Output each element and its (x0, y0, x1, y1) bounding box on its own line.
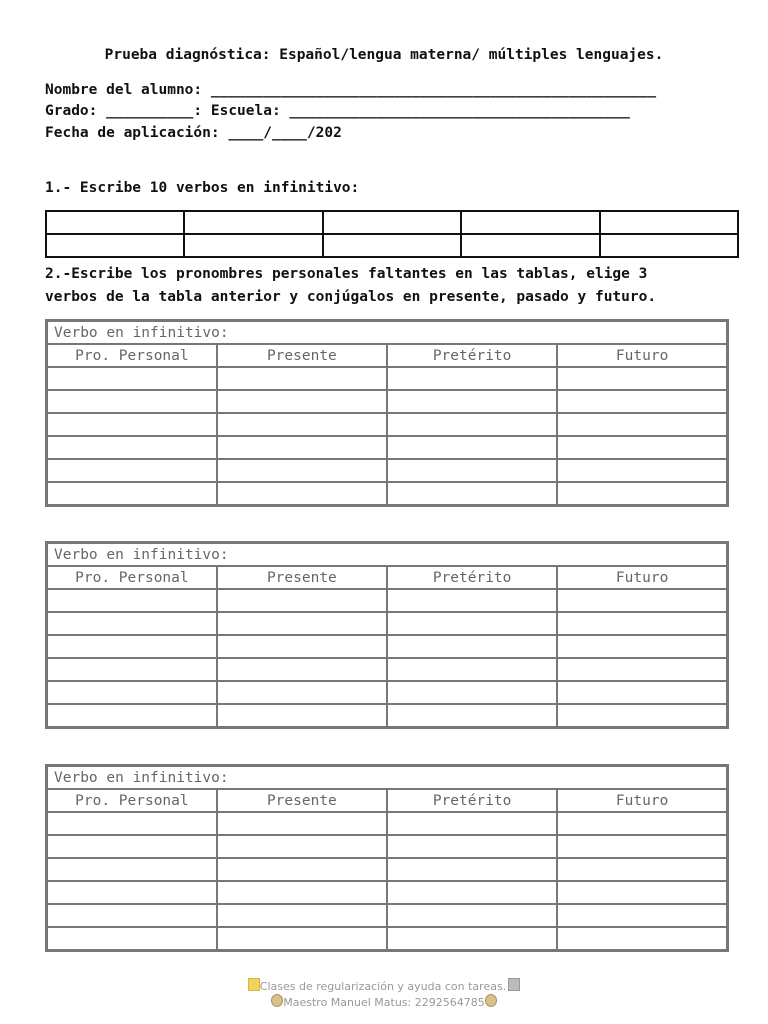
future-cell[interactable] (557, 835, 727, 858)
pronoun-cell[interactable] (47, 927, 217, 951)
table-row (47, 635, 728, 658)
table-header-row (47, 566, 728, 589)
pronoun-cell[interactable] (47, 681, 217, 704)
past-cell[interactable] (387, 367, 557, 390)
future-cell[interactable] (557, 635, 727, 658)
future-cell[interactable] (557, 436, 727, 459)
table-row (47, 612, 728, 635)
table-row (47, 321, 728, 345)
verb-cell[interactable] (46, 211, 184, 234)
verb-cell[interactable] (461, 234, 599, 257)
present-cell[interactable] (217, 436, 387, 459)
past-cell[interactable] (387, 881, 557, 904)
verb-cell[interactable] (600, 234, 738, 257)
present-cell[interactable] (217, 858, 387, 881)
present-cell[interactable] (217, 681, 387, 704)
pronoun-cell[interactable] (47, 589, 217, 612)
past-cell[interactable] (387, 413, 557, 436)
future-cell[interactable] (557, 459, 727, 482)
verb-infinitive-label[interactable]: Verbo en infinitivo: (47, 543, 728, 567)
table-row (47, 413, 728, 436)
footer-line-2: Maestro Manuel Matus: 2292564785 (283, 996, 485, 1009)
past-cell[interactable] (387, 812, 557, 835)
present-cell[interactable] (217, 904, 387, 927)
table-row (47, 904, 728, 927)
col-past-header: Pretérito (387, 789, 557, 812)
future-cell[interactable] (557, 681, 727, 704)
table-row (46, 211, 738, 234)
footer-line-1: Clases de regularización y ayuda con tareas. (259, 980, 507, 993)
present-cell[interactable] (217, 589, 387, 612)
past-cell[interactable] (387, 436, 557, 459)
pronoun-cell[interactable] (47, 835, 217, 858)
table-row (46, 234, 738, 257)
future-cell[interactable] (557, 812, 727, 835)
present-cell[interactable] (217, 835, 387, 858)
past-cell[interactable] (387, 482, 557, 506)
pronoun-cell[interactable] (47, 436, 217, 459)
present-cell[interactable] (217, 812, 387, 835)
pronoun-cell[interactable] (47, 635, 217, 658)
present-cell[interactable] (217, 704, 387, 728)
verb-infinitive-label[interactable]: Verbo en infinitivo: (47, 766, 728, 790)
table-row (47, 835, 728, 858)
pronoun-cell[interactable] (47, 812, 217, 835)
pronoun-cell[interactable] (47, 881, 217, 904)
col-present-header: Presente (217, 344, 387, 367)
present-cell[interactable] (217, 658, 387, 681)
table-header-row (47, 789, 728, 812)
col-future-header: Futuro (557, 789, 727, 812)
present-cell[interactable] (217, 881, 387, 904)
footer (0, 978, 768, 1010)
past-cell[interactable] (387, 589, 557, 612)
page-title: Prueba diagnóstica: Español/lengua materna/ múltiples lenguajes. (104, 47, 664, 63)
table-row (47, 543, 728, 567)
future-cell[interactable] (557, 904, 727, 927)
past-cell[interactable] (387, 927, 557, 951)
book-icon (508, 978, 520, 991)
past-cell[interactable] (387, 635, 557, 658)
pronoun-cell[interactable] (47, 459, 217, 482)
present-cell[interactable] (217, 927, 387, 951)
table-row (47, 436, 728, 459)
table-row (47, 459, 728, 482)
verb-cell[interactable] (461, 211, 599, 234)
future-cell[interactable] (557, 612, 727, 635)
table-row (47, 812, 728, 835)
table-row (47, 390, 728, 413)
future-cell[interactable] (557, 881, 727, 904)
col-future-header: Futuro (557, 566, 727, 589)
table-header-row (47, 344, 728, 367)
future-cell[interactable] (557, 927, 727, 951)
table-row (47, 766, 728, 790)
past-cell[interactable] (387, 612, 557, 635)
past-cell[interactable] (387, 704, 557, 728)
col-present-header: Presente (217, 789, 387, 812)
verb-cell[interactable] (323, 211, 461, 234)
table-row (47, 927, 728, 951)
future-cell[interactable] (557, 390, 727, 413)
col-past-header: Pretérito (387, 566, 557, 589)
conjugation-table (45, 541, 729, 729)
teacher-icon (485, 994, 497, 1007)
table-row (47, 589, 728, 612)
table-row (47, 482, 728, 506)
col-present-header: Presente (217, 566, 387, 589)
col-pronoun-header: Pro. Personal (47, 566, 217, 589)
future-cell[interactable] (557, 858, 727, 881)
past-cell[interactable] (387, 390, 557, 413)
future-cell[interactable] (557, 367, 727, 390)
col-pronoun-header: Pro. Personal (47, 344, 217, 367)
table-row (47, 681, 728, 704)
present-cell[interactable] (217, 390, 387, 413)
notepad-icon (248, 978, 260, 991)
teacher-icon (271, 994, 283, 1007)
grade-school-field[interactable]: Grado: __________: Escuela: _______________________________________ (45, 103, 630, 119)
student-name-field[interactable]: Nombre del alumno: ___________________________________________________ (45, 82, 657, 98)
present-cell[interactable] (217, 459, 387, 482)
pronoun-cell[interactable] (47, 413, 217, 436)
past-cell[interactable] (387, 459, 557, 482)
verbs-table (45, 210, 739, 258)
question-2-line-1: 2.-Escribe los pronombres personales faltantes en las tablas, elige 3 (45, 266, 648, 282)
table-row (47, 704, 728, 728)
question-1: 1.- Escribe 10 verbos en infinitivo: (45, 180, 360, 196)
conjugation-table (45, 764, 729, 952)
future-cell[interactable] (557, 704, 727, 728)
pronoun-cell[interactable] (47, 904, 217, 927)
verb-cell[interactable] (184, 234, 322, 257)
pronoun-cell[interactable] (47, 367, 217, 390)
past-cell[interactable] (387, 658, 557, 681)
pronoun-cell[interactable] (47, 658, 217, 681)
future-cell[interactable] (557, 589, 727, 612)
question-2-line-2: verbos de la tabla anterior y conjúgalos en presente, pasado y futuro. (45, 289, 657, 305)
future-cell[interactable] (557, 413, 727, 436)
col-future-header: Futuro (557, 344, 727, 367)
present-cell[interactable] (217, 413, 387, 436)
table-row (47, 858, 728, 881)
present-cell[interactable] (217, 612, 387, 635)
verb-cell[interactable] (184, 211, 322, 234)
verb-cell[interactable] (323, 234, 461, 257)
table-row (47, 658, 728, 681)
present-cell[interactable] (217, 482, 387, 506)
pronoun-cell[interactable] (47, 858, 217, 881)
table-row (47, 367, 728, 390)
past-cell[interactable] (387, 858, 557, 881)
verb-cell[interactable] (600, 211, 738, 234)
past-cell[interactable] (387, 904, 557, 927)
verb-cell[interactable] (46, 234, 184, 257)
conjugation-table (45, 319, 729, 507)
table-row (47, 881, 728, 904)
col-pronoun-header: Pro. Personal (47, 789, 217, 812)
future-cell[interactable] (557, 482, 727, 506)
past-cell[interactable] (387, 681, 557, 704)
pronoun-cell[interactable] (47, 612, 217, 635)
past-cell[interactable] (387, 835, 557, 858)
date-field[interactable]: Fecha de aplicación: ____/____/202 (45, 125, 342, 141)
pronoun-cell[interactable] (47, 482, 217, 506)
present-cell[interactable] (217, 635, 387, 658)
future-cell[interactable] (557, 658, 727, 681)
pronoun-cell[interactable] (47, 390, 217, 413)
present-cell[interactable] (217, 367, 387, 390)
pronoun-cell[interactable] (47, 704, 217, 728)
verb-infinitive-label[interactable]: Verbo en infinitivo: (47, 321, 728, 345)
col-past-header: Pretérito (387, 344, 557, 367)
